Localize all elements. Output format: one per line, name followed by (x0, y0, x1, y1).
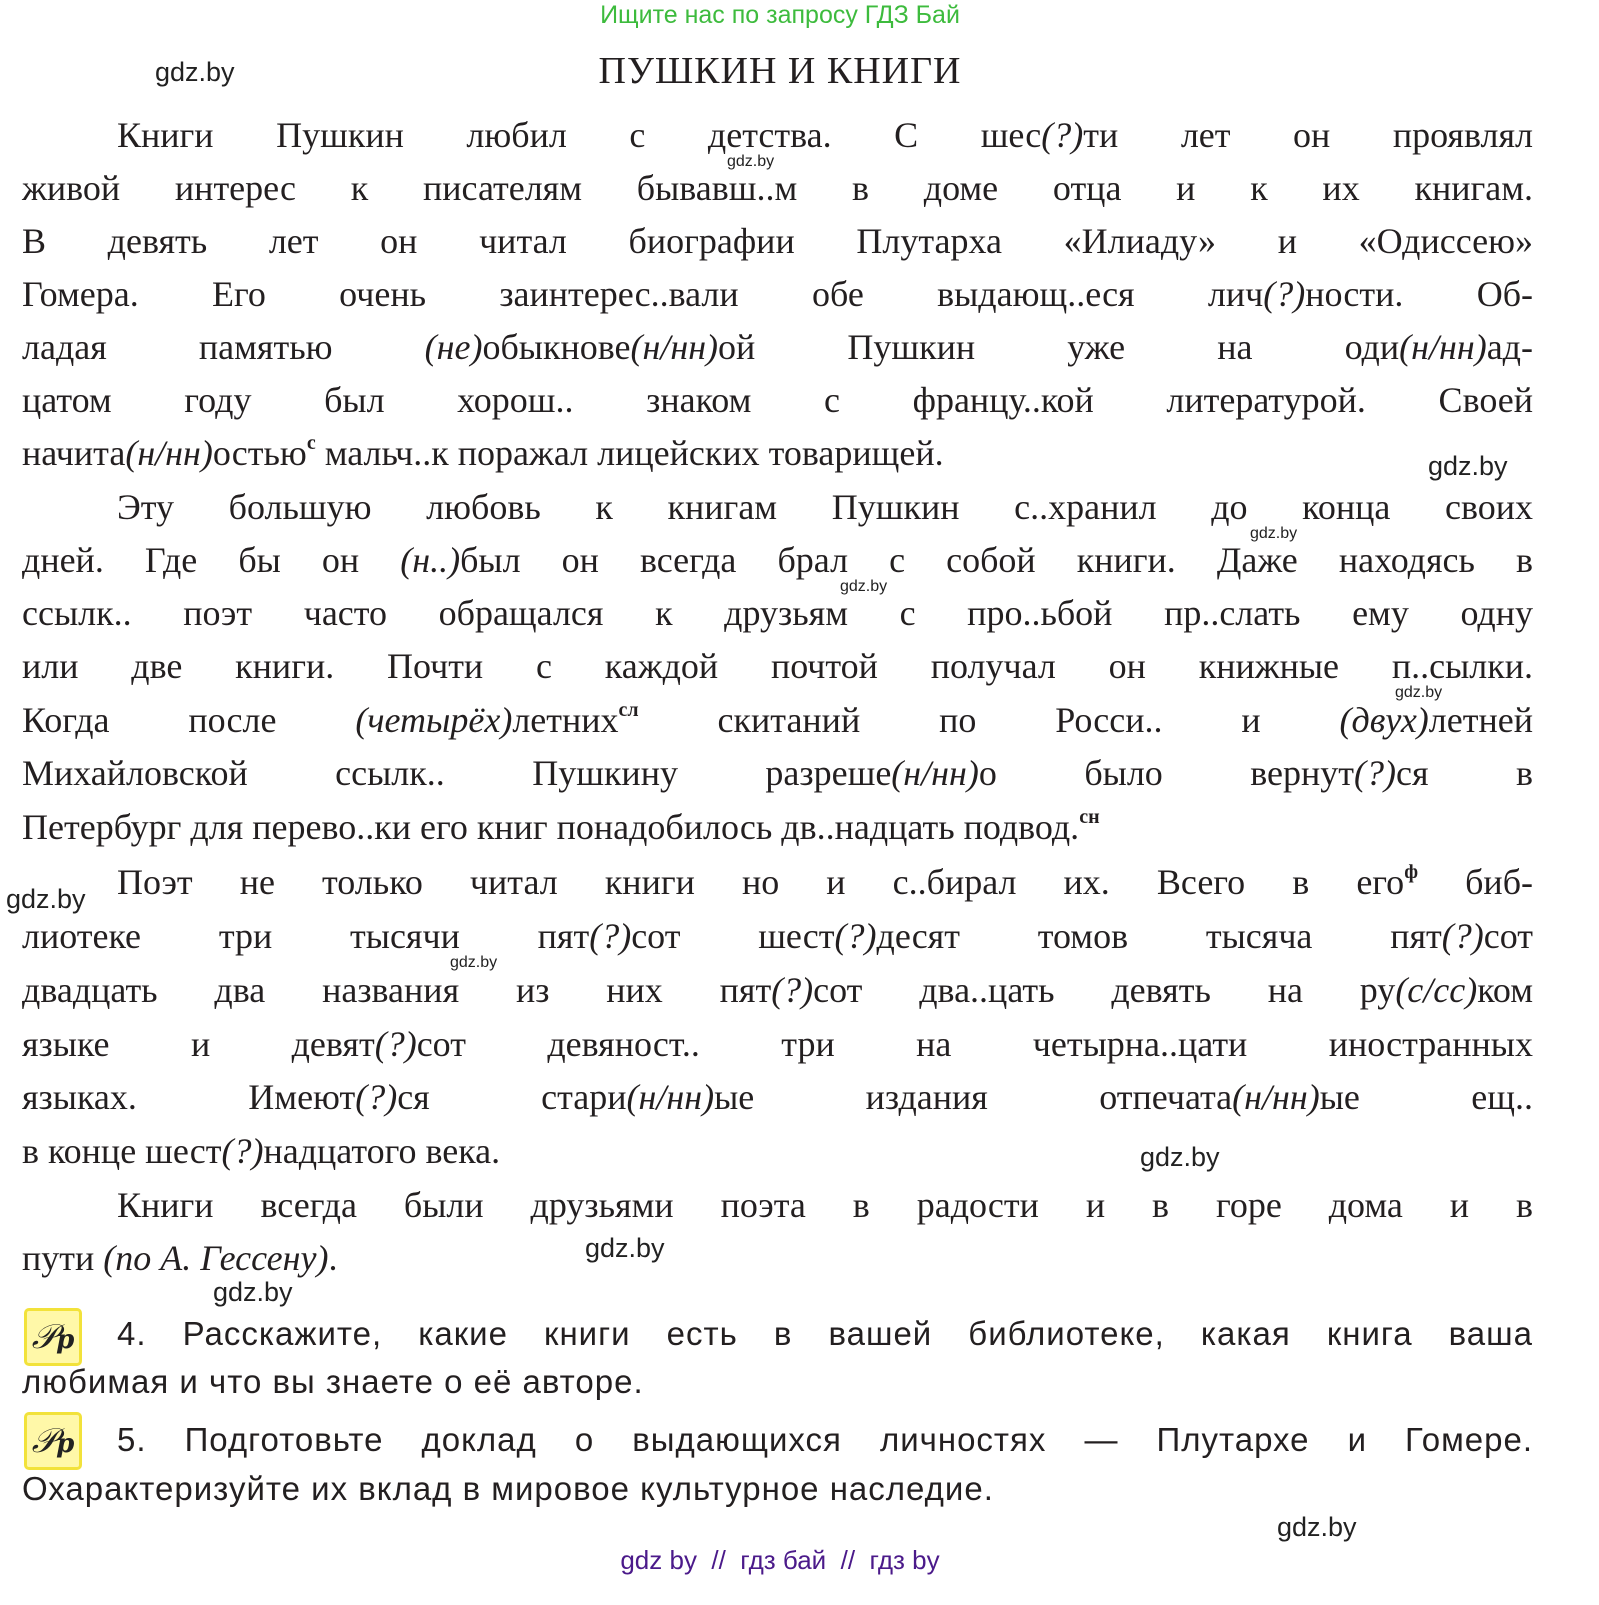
text-segment: ые ещ.. (1319, 1077, 1533, 1117)
text-line (22, 755, 1533, 791)
exercise-hint: (не) (424, 327, 483, 367)
text-segment: В девять лет он читал биографии Плутарха «Илиаду» и «Одиссею» (22, 221, 1533, 261)
exercise-hint: (н/нн) (626, 1077, 715, 1117)
text-segment: начита (22, 433, 126, 473)
text-segment: сот (1483, 916, 1533, 956)
text-segment: живой интерес к писателям бывавш..м в доме отца и к их книгам. (22, 168, 1533, 208)
text-line (117, 117, 1533, 153)
text-line (22, 1026, 1533, 1062)
text-line (22, 1133, 500, 1169)
watermark: gdz.by (1277, 1512, 1357, 1542)
exercise-hint: (?) (221, 1131, 264, 1171)
text-line (22, 1079, 1533, 1115)
exercise-hint: (?) (1041, 115, 1084, 155)
text-segment: Михайловской ссылк.. Пушкину разреше (22, 753, 892, 793)
text-segment: . (328, 1238, 338, 1278)
text-segment: десят томов тысяча пят (876, 916, 1442, 956)
exercise-hint: (?) (355, 1077, 398, 1117)
exercise-hint: (по А. Гессену) (103, 1238, 329, 1278)
text-segment: ся стари (397, 1077, 627, 1117)
text-segment: Когда после (22, 700, 356, 740)
top-search-hint[interactable]: Ищите нас по запросу ГДЗ Бай (600, 1, 960, 29)
watermark: gdz.by (1140, 1142, 1220, 1172)
text-segment: биб- (1418, 862, 1533, 902)
text-segment: скитаний по Росси.. и (638, 700, 1340, 740)
text-segment: ти лет он проявлял (1083, 115, 1534, 155)
speech-task-icon: 𝒫p (24, 1308, 82, 1366)
text-segment: ые издания отпечата (714, 1077, 1233, 1117)
exercise-hint: (н/нн) (1232, 1077, 1320, 1117)
watermark: gdz.by (585, 1233, 665, 1263)
exercise-hint: (н/нн) (1399, 327, 1487, 367)
text-segment: ад- (1486, 327, 1533, 367)
text-segment: языках. Имеют (22, 1077, 356, 1117)
text-line (22, 972, 1533, 1008)
text-segment: сот шест (631, 916, 835, 956)
exercise-hint: (?) (771, 970, 814, 1010)
text-line (22, 276, 1533, 312)
task-4-line-2: любимая и что вы знаете о её авторе. (22, 1363, 644, 1400)
exercise-hint: (с/сс) (1395, 970, 1478, 1010)
text-segment: Книги Пушкин любил с детства. С шес (117, 115, 1042, 155)
watermark: gdz.by (1428, 451, 1508, 481)
text-segment: ком (1477, 970, 1533, 1010)
text-segment: летней (1428, 700, 1533, 740)
text-line (22, 1240, 337, 1276)
text-segment: языке и девят (22, 1024, 375, 1064)
text-line (117, 1187, 1533, 1223)
text-line (22, 648, 1533, 684)
text-segment: пути (22, 1238, 104, 1278)
exercise-hint: (четырёх) (355, 700, 513, 740)
text-segment: Гомера. Его очень заинтерес..вали обе выдающ..еся лич (22, 274, 1264, 314)
exercise-hint: (?) (589, 916, 632, 956)
watermark: gdz.by (213, 1277, 293, 1307)
page-title: ПУШКИН И КНИГИ (598, 50, 962, 92)
text-segment: в конце шест (22, 1131, 222, 1171)
text-segment: сот девяност.. три на четырна..цати иностранных (416, 1024, 1533, 1064)
text-line (22, 918, 1533, 954)
exercise-hint: (двух) (1339, 700, 1429, 740)
text-line (22, 382, 1533, 418)
task-5-line-2: Охарактеризуйте их вклад в мировое культурное наследие. (22, 1470, 994, 1507)
exercise-hint: (?) (1354, 753, 1396, 793)
speech-task-icon: 𝒫p (24, 1412, 82, 1470)
text-line (22, 223, 1533, 259)
watermark: gdz.by (155, 57, 235, 87)
parsing-mark: сн (1079, 806, 1100, 828)
text-line (22, 806, 1100, 847)
text-segment: Поэт не только читал книги но и с..бирал их. Всего в его (117, 862, 1405, 902)
watermark: gdz.by (1250, 525, 1298, 542)
text-segment: ся в (1396, 753, 1533, 793)
text-line (22, 432, 944, 473)
text-segment: остью (212, 433, 307, 473)
text-line (22, 699, 1533, 740)
text-segment: ой Пушкин уже на оди (718, 327, 1400, 367)
text-segment: Эту большую любовь к книгам Пушкин с..хранил до конца своих (117, 487, 1533, 527)
text-segment: или две книги. Почти с каждой почтой получал он книжные п..сылки. (22, 646, 1533, 686)
parsing-mark: ф (1404, 861, 1419, 883)
watermark: gdz.by (840, 578, 888, 595)
text-segment: цатом году был хорош.. знаком с францу..кой литературой. Своей (22, 380, 1533, 420)
exercise-hint: (?) (1263, 274, 1306, 314)
text-line (22, 170, 1533, 206)
exercise-hint: (?) (834, 916, 877, 956)
text-segment: Петербург для перево..ки его книг понадобилось дв..надцать подвод. (22, 807, 1080, 847)
text-line (117, 861, 1533, 902)
watermark: gdz.by (450, 954, 498, 971)
text-segment: обыкнове (482, 327, 631, 367)
exercise-hint: (н/нн) (630, 327, 719, 367)
text-line (22, 542, 1533, 578)
watermark: gdz.by (6, 884, 86, 914)
text-segment: о было вернут (978, 753, 1355, 793)
exercise-hint: (?) (1441, 916, 1484, 956)
text-segment: сот два..цать девять на ру (813, 970, 1396, 1010)
footer-links[interactable]: gdz by // гдз бай // гдз by (620, 1545, 940, 1575)
text-segment: Книги всегда были друзьями поэта в радости и в горе дома и в (117, 1185, 1533, 1225)
text-segment: летних (512, 700, 619, 740)
watermark: gdz.by (727, 153, 775, 170)
exercise-hint: (н..) (400, 540, 461, 580)
text-line (22, 329, 1533, 365)
task-5-line-1: 5. Подготовьте доклад о выдающихся личностях — Плутархе и Гомере. (117, 1421, 1533, 1458)
text-segment: ссылк.. поэт часто обращался к друзьям с про..ьбой пр..слать ему одну (22, 593, 1533, 633)
parsing-mark: сл (618, 699, 639, 721)
text-segment: лиотеке три тысячи пят (22, 916, 590, 956)
text-segment: двадцать два названия из них пят (22, 970, 772, 1010)
text-segment: был он всегда брал с собой книги. Даже находясь в (460, 540, 1534, 580)
exercise-hint: (н/нн) (891, 753, 979, 793)
watermark: gdz.by (1395, 684, 1443, 701)
exercise-hint: (?) (374, 1024, 417, 1064)
text-line (117, 489, 1533, 525)
text-line (22, 595, 1533, 631)
text-segment: ладая памятью (22, 327, 425, 367)
task-4-line-1: 4. Расскажите, какие книги есть в вашей библиотеке, какая книга ваша (117, 1315, 1533, 1352)
text-segment: надцатого века. (263, 1131, 501, 1171)
exercise-hint: (н/нн) (125, 433, 213, 473)
text-segment: дней. Где бы он (22, 540, 401, 580)
parsing-mark: с (306, 432, 316, 454)
text-segment: мальч..к поражал лицейских товарищей. (315, 433, 944, 473)
text-segment: ности. Об- (1305, 274, 1533, 314)
